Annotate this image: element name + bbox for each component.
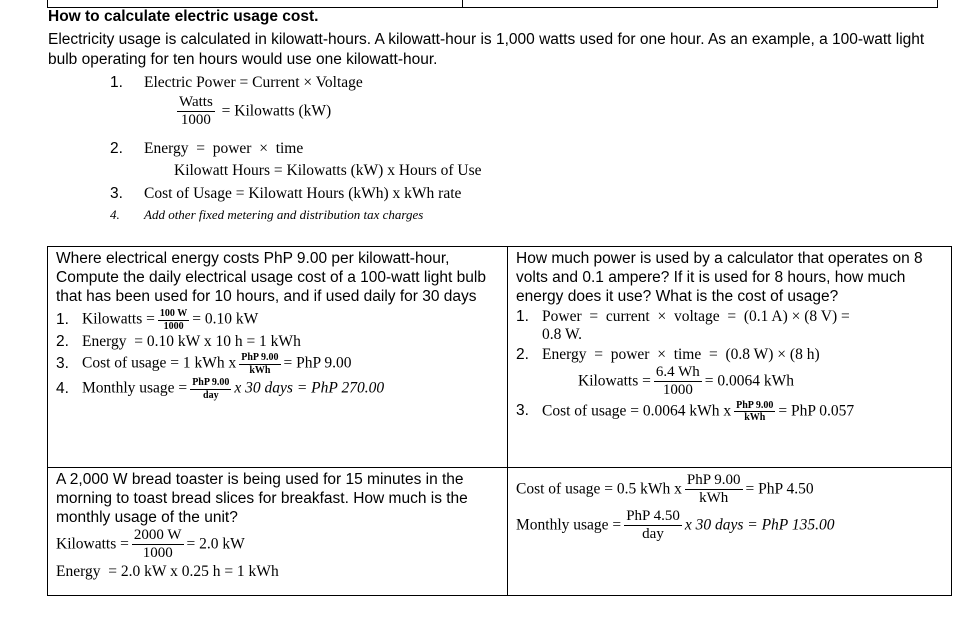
fraction: $\frac{\text{Watts}}{1000}$ bbox=[179, 94, 213, 129]
step-2-sub: Kilowatt Hours = Kilowatts (kW) x Hours of Use bbox=[174, 162, 482, 179]
intro-paragraph: Electricity usage is calculated in kilowatt-hours. A kilowatt-hour is 1,000 watts used for one hour. As an example, a 100-watt light bulb operating for ten hours would use one kilowatt-hour. bbox=[48, 31, 925, 68]
example-line: 1. Kilowatts = $\frac{100 W}{1000}$ = 0.10 kW bbox=[56, 308, 259, 332]
example-line: 1. Power = current × voltage = (0.1 A) × (8 V) = bbox=[516, 308, 850, 325]
example-line: 2. Energy = power × time = (0.8 W) × (8 h) bbox=[516, 346, 820, 363]
example-light-bulb bbox=[48, 247, 508, 468]
examples-table bbox=[47, 246, 952, 596]
step-2 bbox=[110, 140, 303, 158]
example-line: 3. Cost of usage = 0.0064 kWh x $\frac{\text{PhP 9.00}}{\text{kWh}}$ = PhP 0.057 bbox=[516, 399, 855, 423]
fraction: $\frac{2000 W}{1000}$ bbox=[133, 527, 182, 562]
example-line: Kilowatts = $\frac{6.4 Wh}{1000}$ = 0.0064 kWh bbox=[578, 364, 795, 399]
fraction: $\frac{\text{PhP 9.00}}{\text{kWh}}$ bbox=[686, 472, 741, 507]
example-question: Where electrical energy costs PhP 9.00 per kilowatt-hour, Compute the daily electrical usage cost of a 100-watt light bulb that has been used for 10 hours, and if used daily for 30 days bbox=[56, 250, 486, 305]
step-number: 2. bbox=[110, 140, 123, 157]
step-text: Cost of Usage = Kilowatt Hours (kWh) x kWh rate bbox=[144, 185, 462, 202]
step-1-formula bbox=[174, 94, 331, 130]
example-toaster bbox=[48, 468, 508, 596]
example-line: Cost of usage = 0.5 kWh x $\frac{\text{PhP 9.00}}{\text{kWh}}$ = PhP 4.50 bbox=[516, 472, 814, 507]
step-number: 1. bbox=[110, 74, 123, 91]
example-question: A 2,000 W bread toaster is being used for 15 minutes in the morning to toast bread slices for breakfast. How much is the monthly usage of the unit? bbox=[56, 471, 468, 526]
fraction: $\frac{\text{PhP 4.50}}{\text{day}}$ bbox=[626, 507, 680, 542]
example-line: 2. Energy = 0.10 kW x 10 h = 1 kWh bbox=[56, 333, 301, 350]
step-number: 3. bbox=[110, 185, 123, 202]
step-text: Energy = power × time bbox=[144, 140, 304, 157]
fraction: $\frac{6.4 Wh}{1000}$ bbox=[655, 364, 700, 399]
example-calculator bbox=[508, 247, 952, 468]
example-question: How much power is used by a calculator that operates on 8 volts and 0.1 ampere? If it is used for 8 hours, how much energy does it use? What is the cost of usage? bbox=[516, 250, 923, 305]
example-line: 4. Monthly usage = $\frac{\text{PhP 9.00}}{\text{day}}$ x 30 days = PhP 270.00 bbox=[56, 377, 385, 401]
step-text: = Kilowatts (kW) bbox=[221, 102, 332, 120]
example-line: Kilowatts = $\frac{2000 W}{1000}$ = 2.0 kW bbox=[56, 527, 245, 562]
example-line: Monthly usage = $\frac{\text{PhP 4.50}}{\text{day}}$ x 30 days = PhP 135.00 bbox=[516, 507, 835, 542]
example-toaster-cost bbox=[508, 468, 952, 596]
fraction: $\frac{\text{PhP 9.00}}{\text{kWh}}$ bbox=[241, 352, 279, 376]
step-text: Add other fixed metering and distribution tax charges bbox=[144, 207, 424, 222]
step-4 bbox=[110, 207, 423, 223]
section-heading: How to calculate electric usage cost. bbox=[48, 8, 319, 25]
example-line: 0.8 W. bbox=[542, 326, 583, 343]
top-table-divider bbox=[462, 0, 463, 8]
example-line: 3. Cost of usage = 1 kWh x $\frac{\text{PhP 9.00}}{\text{kWh}}$ = PhP 9.00 bbox=[56, 352, 352, 376]
top-table-fragment bbox=[47, 0, 938, 8]
fraction: $\frac{100 W}{1000}$ bbox=[159, 308, 188, 332]
step-text: Electric Power = Current × Voltage bbox=[144, 74, 363, 91]
step-number: 4. bbox=[110, 207, 120, 222]
fraction: $\frac{\text{PhP 9.00}}{\text{kWh}}$ bbox=[736, 399, 774, 423]
fraction: $\frac{\text{PhP 9.00}}{\text{day}}$ bbox=[192, 377, 230, 401]
step-1 bbox=[110, 74, 363, 92]
step-3 bbox=[110, 185, 461, 203]
example-line: Energy = 2.0 kW x 0.25 h = 1 kWh bbox=[56, 562, 279, 580]
